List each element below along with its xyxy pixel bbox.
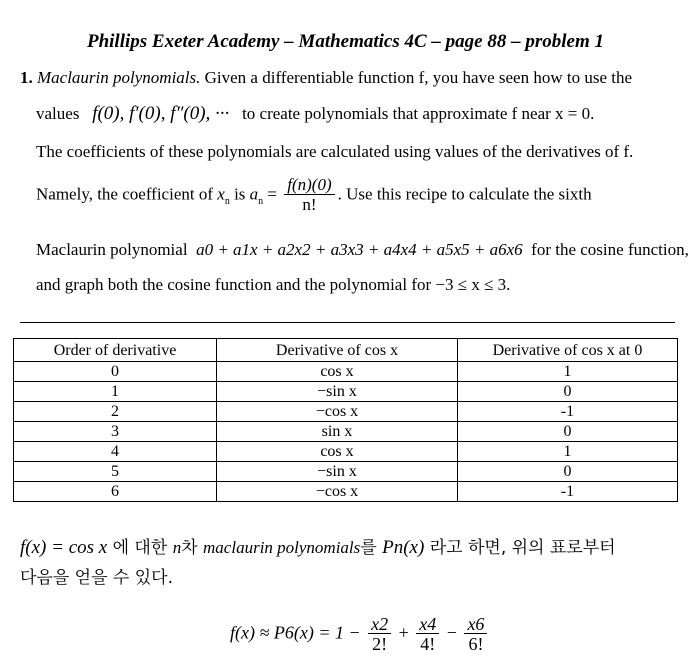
term-1-num: x2: [368, 615, 391, 634]
korean-c: maclaurin polynomials: [203, 538, 361, 557]
derivative-cell: −sin x: [217, 462, 458, 482]
korean-a: 에 대한: [112, 538, 168, 558]
result-lhs: f(x) ≈ P6(x) = 1 −: [230, 622, 361, 643]
order-cell: 6: [14, 482, 217, 502]
order-cell: 4: [14, 442, 217, 462]
header-derivative-at-0: Derivative of cos x at 0: [458, 339, 678, 362]
value-cell: -1: [458, 402, 678, 422]
table-row: [14, 382, 678, 402]
term-2-num: x4: [416, 615, 439, 634]
korean-line-1: [20, 533, 616, 559]
line2-prefix: values: [36, 104, 80, 123]
line1-text: Given a differentiable function f, you have seen how to use the: [200, 68, 633, 87]
value-cell: 1: [458, 362, 678, 382]
term-2-den: 4!: [420, 634, 436, 654]
term-1: [368, 615, 391, 654]
table-row: [14, 422, 678, 442]
korean-e: 라고 하면, 위의 표로부터: [429, 538, 616, 558]
term-3-num: x6: [464, 615, 487, 634]
derivative-cell: cos x: [217, 442, 458, 462]
problem-line-6: and graph both the cosine function and the polynomial for −3 ≤ x ≤ 3.: [36, 275, 511, 294]
coefficient-fraction: [284, 176, 334, 215]
term-3: [464, 615, 487, 654]
result-equation: [230, 615, 490, 654]
table-row: [14, 402, 678, 422]
plus-sign: +: [398, 622, 409, 643]
line5-prefix: Maclaurin polynomial: [36, 240, 188, 259]
line5-suffix: for the cosine function,: [531, 240, 689, 259]
derivative-table: [13, 338, 678, 502]
minus-sign: −: [446, 622, 457, 643]
maclaurin-polynomial: a0 + a1x + a2x2 + a3x3 + a4x4 + a5x5 + a6x6: [196, 240, 523, 259]
problem-line-2: [36, 103, 594, 125]
divider: [20, 322, 675, 323]
korean-line-2: 다음을 얻을 수 있다.: [20, 568, 173, 588]
table-header-row: [14, 339, 678, 362]
term-3-den: 6!: [468, 634, 484, 654]
problem-line-3: The coefficients of these polynomials are calculated using values of the derivatives of f.: [36, 142, 634, 161]
derivative-cell: −cos x: [217, 402, 458, 422]
order-cell: 0: [14, 362, 217, 382]
line4-suffix: . Use this recipe to calculate the sixth: [337, 184, 592, 204]
value-cell: -1: [458, 482, 678, 502]
order-cell: 3: [14, 422, 217, 442]
line4-an: a: [249, 184, 259, 204]
problem-number: 1.: [20, 68, 33, 87]
korean-n: n: [172, 538, 182, 557]
coefficient-numerator: f(n)(0): [284, 176, 334, 195]
line4-xn: x: [217, 184, 225, 204]
header-derivative: Derivative of cos x: [217, 339, 458, 362]
value-cell: 0: [458, 462, 678, 482]
order-cell: 2: [14, 402, 217, 422]
order-cell: 5: [14, 462, 217, 482]
term-1-den: 2!: [372, 634, 388, 654]
coefficient-denominator: n!: [302, 195, 317, 214]
line4-is: is: [234, 184, 246, 204]
page-title: Phillips Exeter Academy – Mathematics 4C – page 88 – problem 1: [86, 31, 605, 52]
value-cell: 1: [458, 442, 678, 462]
problem-line-4: Namely, the coefficient of $x_n$ is $a_n$ = $\frac{f(n)(0)}{n!}$ . Use this recipe to calculate the sixth: [36, 175, 592, 214]
korean-b: 차: [181, 538, 198, 558]
derivative-cell: −sin x: [217, 382, 458, 402]
line2-values: f(0), f′(0), f″(0), ···: [92, 103, 230, 124]
problem-line-5: [36, 240, 689, 260]
table-row: [14, 362, 678, 382]
order-cell: 1: [14, 382, 217, 402]
table-row: [14, 462, 678, 482]
derivative-cell: cos x: [217, 362, 458, 382]
korean-pn: Pn(x): [382, 537, 425, 558]
korean-fx: f(x) = cos x: [20, 537, 108, 558]
korean-d: 를: [360, 538, 377, 558]
derivative-cell: −cos x: [217, 482, 458, 502]
problem-topic: Maclaurin polynomials.: [37, 68, 201, 87]
term-2: [416, 615, 439, 654]
derivative-cell: sin x: [217, 422, 458, 442]
value-cell: 0: [458, 422, 678, 442]
problem-line-1: [20, 68, 632, 88]
value-cell: 0: [458, 382, 678, 402]
header-order: Order of derivative: [14, 339, 217, 362]
table-row: [14, 482, 678, 502]
line2-suffix: to create polynomials that approximate f near x = 0.: [242, 104, 595, 123]
table-row: [14, 442, 678, 462]
line4-prefix: Namely, the coefficient of: [36, 184, 214, 204]
